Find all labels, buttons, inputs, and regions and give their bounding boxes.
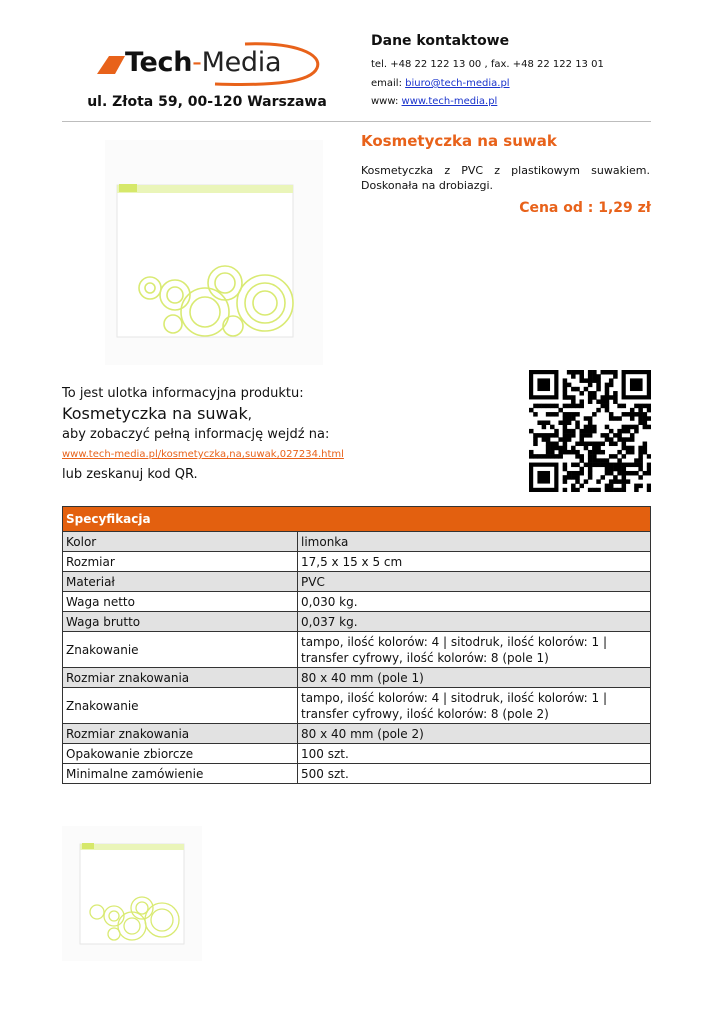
- spec-label: Opakowanie zbiorcze: [63, 744, 298, 764]
- spec-label: Waga netto: [63, 592, 298, 612]
- spec-value: limonka: [298, 532, 651, 552]
- info-product-name: Kosmetyczka na suwak: [62, 404, 248, 423]
- product-thumbnail: [62, 826, 202, 961]
- logo-part-tech: Tech: [125, 47, 193, 78]
- table-row: [63, 612, 651, 632]
- spec-label: Kolor: [63, 532, 298, 552]
- contact-phone: tel. +48 22 122 13 00 , fax. +48 22 122 13 01: [371, 59, 604, 70]
- table-row: [63, 744, 651, 764]
- spec-value: 0,030 kg.: [298, 592, 651, 612]
- table-row: [63, 764, 651, 784]
- table-row: [63, 632, 651, 668]
- www-label: www:: [371, 96, 402, 107]
- spec-value: 80 x 40 mm (pole 2): [298, 724, 651, 744]
- product-url-link[interactable]: www.tech-media.pl/kosmetyczka,na,suwak,027234.html: [62, 449, 344, 460]
- info-product-name-suffix: ,: [247, 408, 252, 423]
- logo-part-media: Media: [201, 47, 282, 78]
- spec-value: tampo, ilość kolorów: 4 | sitodruk, ilość kolorów: 1 | transfer cyfrowy, ilość kolorów: 8 (pole 1): [298, 632, 651, 668]
- spec-label: Rozmiar znakowania: [63, 668, 298, 688]
- spec-value: 17,5 x 15 x 5 cm: [298, 552, 651, 572]
- spec-label: Znakowanie: [63, 688, 298, 724]
- spec-label: Rozmiar znakowania: [63, 724, 298, 744]
- header-divider: [62, 121, 651, 122]
- info-product-name-line: [62, 404, 252, 423]
- spec-value: tampo, ilość kolorów: 4 | sitodruk, ilość kolorów: 1 | transfer cyfrowy, ilość kolorów: 8 (pole 2): [298, 688, 651, 724]
- spec-table: [62, 506, 651, 784]
- email-link[interactable]: biuro@tech-media.pl: [405, 78, 510, 89]
- table-row: [63, 592, 651, 612]
- email-label: email:: [371, 78, 406, 89]
- table-row: [63, 688, 651, 724]
- spec-label: Waga brutto: [63, 612, 298, 632]
- spec-value: 500 szt.: [298, 764, 651, 784]
- spec-table-header: Specyfikacja: [63, 507, 651, 532]
- product-title: Kosmetyczka na suwak: [361, 132, 557, 150]
- spec-value: 0,037 kg.: [298, 612, 651, 632]
- spec-label: Materiał: [63, 572, 298, 592]
- logo-part-dash: -: [192, 47, 202, 78]
- company-logo: [95, 40, 320, 88]
- spec-label: Znakowanie: [63, 632, 298, 668]
- product-pouch-small-icon: [62, 826, 202, 961]
- product-description: Kosmetyczka z PVC z plastikowym suwakiem. Doskonała na drobiazgi.: [361, 164, 650, 192]
- info-instruction: aby zobaczyć pełną informację wejdź na:: [62, 427, 330, 442]
- product-image: [105, 140, 323, 365]
- spec-label: Minimalne zamówienie: [63, 764, 298, 784]
- logo-wordmark: [125, 48, 281, 78]
- info-scan-qr: lub zeskanuj kod QR.: [62, 467, 198, 482]
- info-intro: To jest ulotka informacyjna produktu:: [62, 386, 304, 401]
- table-row: [63, 668, 651, 688]
- spec-value: 80 x 40 mm (pole 1): [298, 668, 651, 688]
- www-link[interactable]: www.tech-media.pl: [401, 96, 498, 107]
- company-address: ul. Złota 59, 00-120 Warszawa: [87, 94, 327, 110]
- spec-value: 100 szt.: [298, 744, 651, 764]
- contact-title: Dane kontaktowe: [371, 33, 510, 49]
- qr-code-icon: [529, 370, 651, 492]
- table-row: [63, 572, 651, 592]
- spec-value: PVC: [298, 572, 651, 592]
- table-row: [63, 532, 651, 552]
- product-pouch-icon: [105, 140, 323, 365]
- table-row: [63, 724, 651, 744]
- spec-label: Rozmiar: [63, 552, 298, 572]
- contact-www-line: [371, 96, 497, 107]
- table-row: [63, 552, 651, 572]
- contact-email-line: [371, 78, 510, 89]
- product-price: Cena od : 1,29 zł: [519, 200, 651, 216]
